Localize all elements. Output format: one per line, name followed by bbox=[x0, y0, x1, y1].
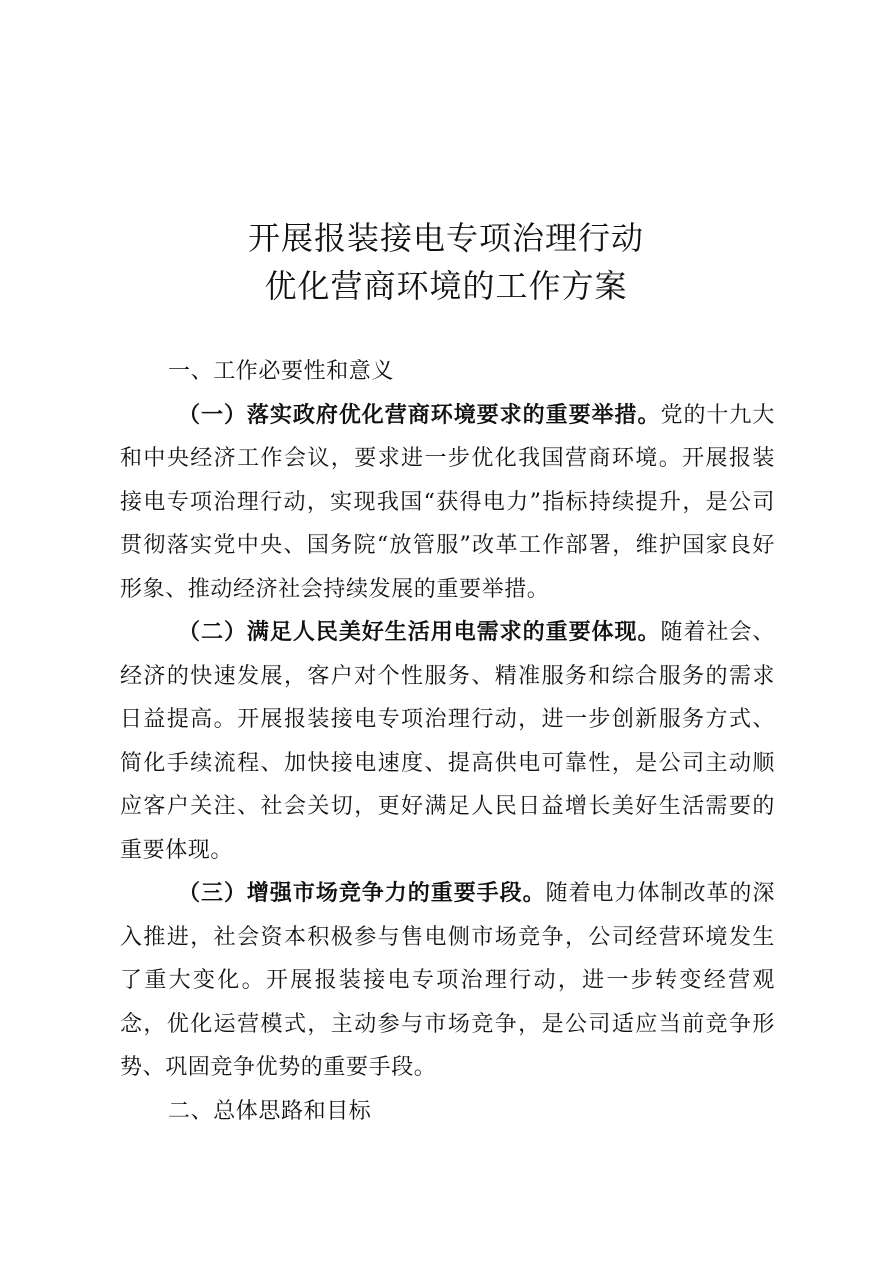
paragraph-2-text: 随着社会、经济的快速发展，客户对个性服务、精准服务和综合服务的需求日益提高。开展报装接电专项治理行动，进一步创新服务方式、简化手续流程、加快接电速度、提高供电可靠性，是公司主动顺应客户关注、社会关切，更好满足人民日益增长美好生活需要的重要体现。 bbox=[120, 620, 775, 863]
section-heading-2: 二、总体思路和目标 bbox=[168, 1098, 372, 1124]
title-line-2: 优化营商环境的工作方案 bbox=[264, 267, 628, 305]
title-line-1: 开展报装接电专项治理行动 bbox=[247, 219, 644, 257]
paragraph-1 bbox=[120, 394, 775, 612]
section-heading-1: 一、工作必要性和意义 bbox=[168, 359, 395, 384]
paragraph-3-lead: （三）增强市场竞争力的重要手段。 bbox=[178, 880, 546, 906]
paragraph-2 bbox=[120, 611, 775, 872]
paragraph-2-lead: （二）满足人民美好生活用电需求的重要体现。 bbox=[178, 619, 661, 645]
document-title bbox=[0, 214, 892, 310]
paragraph-3 bbox=[120, 872, 775, 1090]
document-body bbox=[120, 350, 775, 1133]
paragraph-1-lead: （一）落实政府优化营商环境要求的重要举措。 bbox=[178, 401, 661, 428]
paragraph-1-text: 党的十九大和中央经济工作会议，要求进一步优化我国营商环境。开展报装接电专项治理行动，实现我国“获得电力”指标持续提升，是公司贯彻落实党中央、国务院“放管服”改革工作部署，维护国家良好形象、推动经济社会持续发展的重要举措。 bbox=[120, 402, 775, 602]
paragraph-3-text: 随着电力体制改革的深入推进，社会资本积极参与售电侧市场竞争，公司经营环境发生了重大变化。开展报装接电专项治理行动，进一步转变经营观念，优化运营模式，主动参与市场竞争，是公司适应当前竞争形势、巩固竞争优势的重要手段。 bbox=[120, 881, 775, 1080]
